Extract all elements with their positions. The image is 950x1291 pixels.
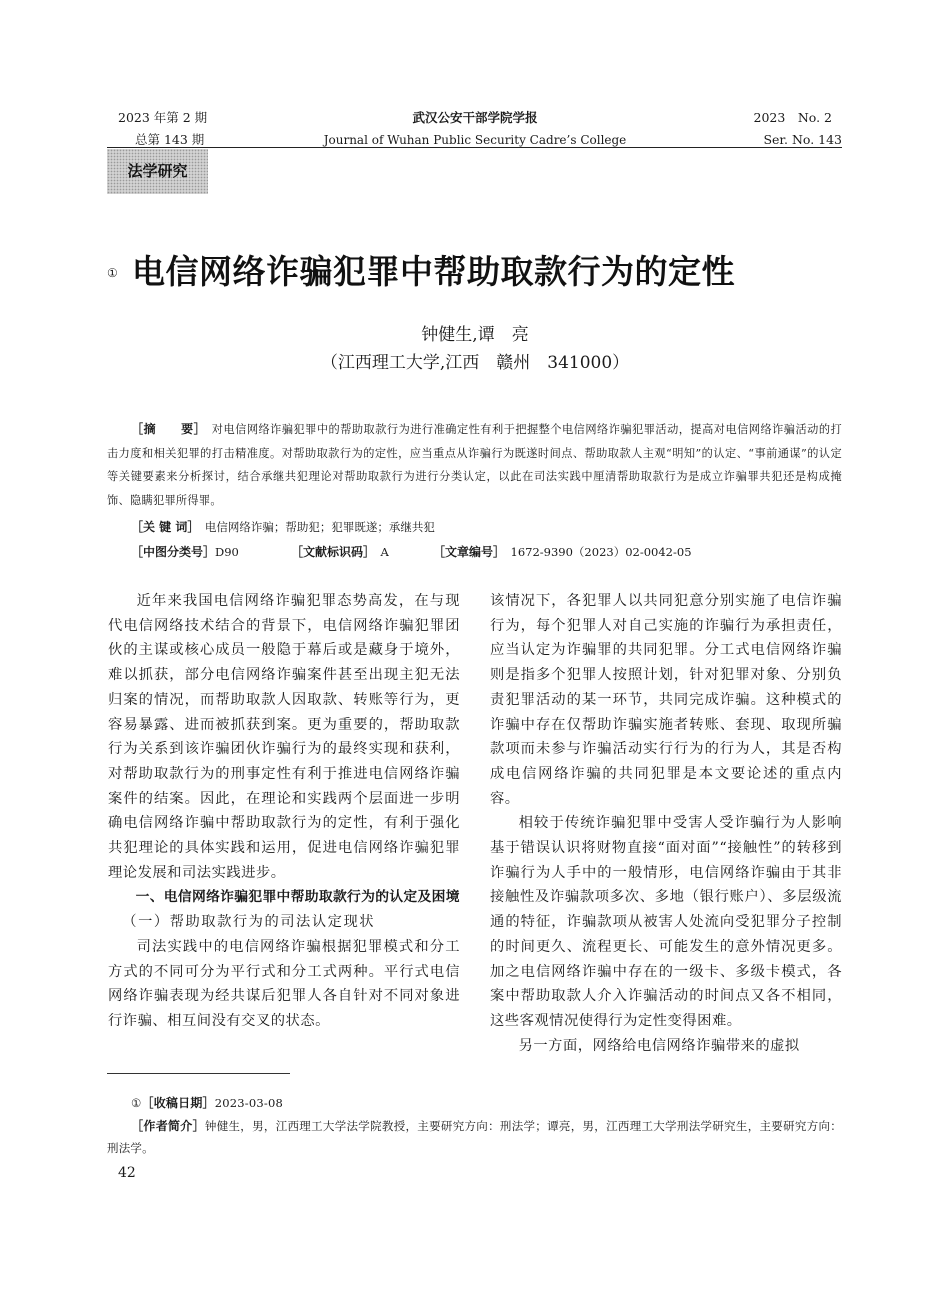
- author-bio-label: ［作者简介］: [131, 1119, 205, 1133]
- header-issue: 2023 年第 2 期: [118, 110, 208, 125]
- author-bio-text: 钟健生，男，江西理工大学法学院教授，主要研究方向：刑法学；谭亮，男，江西理工大学刑法学研究生，主要研究方向：刑法学。: [107, 1119, 842, 1155]
- section-heading: 一、电信网络诈骗犯罪中帮助取款行为的认定及困境: [135, 889, 460, 906]
- abstract-text: 对电信网络诈骗犯罪中的帮助取款行为进行准确定性有利于把握整个电信网络诈骗犯罪活动，提高对电信网络诈骗活动的打击力度和相关犯罪的打击精准度。对帮助取款行为的定性，应当重点从诈骗行为既遂时间点、帮助取款人主观“明知”的认定、“事前通谋”的认定等关键要素来分析探讨，结合承继共犯理论对帮助取款行为进行分类认定，以此在司法实践中厘清帮助取款行为是成立诈骗罪共犯还是构成掩饰、隐瞒犯罪所得罪。: [107, 423, 842, 507]
- body-right-column: [490, 589, 842, 1058]
- header-rule: [107, 147, 842, 148]
- clc-value: D90: [215, 545, 239, 559]
- page-number: 42: [118, 1165, 136, 1181]
- header-serial-en: Ser. No. 143: [763, 132, 842, 147]
- keywords: [131, 518, 435, 535]
- body-paragraph: 另一方面，网络给电信网络诈骗带来的虚拟: [518, 1037, 800, 1054]
- body-paragraph: 近年来我国电信网络诈骗犯罪态势高发，在与现代电信网络技术结合的背景下，电信网络诈骗犯罪团伙的主谋或核心成员一般隐于幕后或是藏身于境外，难以抓获，部分电信网络诈骗案件甚至出现主犯无法归案的情况，而帮助取款人因取款、转账等行为，更容易暴露、进而被抓获到案。更为重要的，帮助取款行为关系到该诈骗团伙诈骗行为的最终实现和获利，对帮助取款行为的刑事定性有利于推进电信网络诈骗案件的结案。因此，在理论和实践两个层面进一步明确电信网络诈骗中帮助取款行为的定性，有利于强化共犯理论的具体实践和运用，促进电信网络诈骗犯罪理论发展和司法实践进步。: [108, 593, 460, 881]
- body-paragraph: 司法实践中的电信网络诈骗根据犯罪模式和分工方式的不同可分为平行式和分工式两种。平行式电信网络诈骗表现为经共谋后犯罪人各自针对不同对象进行诈骗、相互间没有交叉的状态。: [108, 938, 460, 1029]
- received-label: ［收稿日期］: [141, 1096, 215, 1110]
- keywords-label: ［关 键 词］: [131, 520, 194, 534]
- document-code-value: A: [380, 545, 389, 559]
- body-left-column: [108, 589, 460, 1034]
- affiliation: （江西理工大学,江西 赣州 341000）: [320, 353, 630, 373]
- authors: 钟健生,谭 亮: [421, 325, 529, 345]
- footnote-received: [131, 1092, 283, 1114]
- article-title: 电信网络诈骗犯罪中帮助取款行为的定性: [132, 252, 735, 291]
- header-issue-en: 2023 No. 2: [753, 110, 832, 125]
- article-number-value: 1672-9390（2023）02-0042-05: [510, 545, 692, 559]
- article-number-label: ［文章编号］: [433, 545, 500, 559]
- keywords-text: 电信网络诈骗；帮助犯；犯罪既遂；承继共犯: [204, 520, 435, 534]
- header-journal-cn: 武汉公安干部学院学报: [412, 110, 538, 125]
- clc-code: [131, 543, 239, 560]
- abstract: [107, 418, 842, 512]
- document-code-label: ［文献标识码］: [291, 545, 370, 559]
- footnote-marker: ①: [131, 1096, 142, 1110]
- section-tag: 法学研究: [107, 149, 208, 194]
- clc-label: ［中图分类号］: [131, 545, 216, 559]
- article-number: [433, 543, 692, 560]
- body-paragraph: 相较于传统诈骗犯罪中受害人受诈骗行为人影响基于错误认识将财物直接“面对面”“接触性”的转移到诈骗行为人手中的一般情形，电信网络诈骗由于其非接触性及诈骗款项多次、多地（银行账户）、多层级流通的特征，诈骗款项从被害人处流向受犯罪分子控制的时间更久、流程更长、可能发生的意外情况更多。加之电信网络诈骗中存在的一级卡、多级卡模式，各案中帮助取款人介入诈骗活动的时间点又各不相同，这些客观情况使得行为定性变得困难。: [490, 815, 842, 1029]
- header-serial: 总第 143 期: [135, 132, 205, 147]
- document-code: [291, 543, 389, 560]
- footnote-rule: [107, 1073, 290, 1074]
- abstract-label: ［摘 要］: [131, 422, 201, 436]
- footnote-author-bio: [107, 1115, 842, 1159]
- header-journal-en: Journal of Wuhan Public Security Cadre’s College: [323, 133, 627, 147]
- title-footnote-marker: ①: [107, 266, 118, 280]
- body-paragraph: 该情况下，各犯罪人以共同犯意分别实施了电信诈骗行为，每个犯罪人对自己实施的诈骗行为承担责任，应当认定为诈骗罪的共同犯罪。分工式电信网络诈骗则是指多个犯罪人按照计划，针对犯罪对象、分别负责犯罪活动的某一环节，共同完成诈骗。这种模式的诈骗中存在仅帮助诈骗实施者转账、套现、取现所骗款项而未参与诈骗活动实行行为的行为人，其是否构成电信网络诈骗的共同犯罪是本文要论述的重点内容。: [490, 593, 842, 807]
- received-value: 2023-03-08: [214, 1096, 284, 1110]
- subsection-heading: （一）帮助取款行为的司法认定现状: [122, 914, 376, 931]
